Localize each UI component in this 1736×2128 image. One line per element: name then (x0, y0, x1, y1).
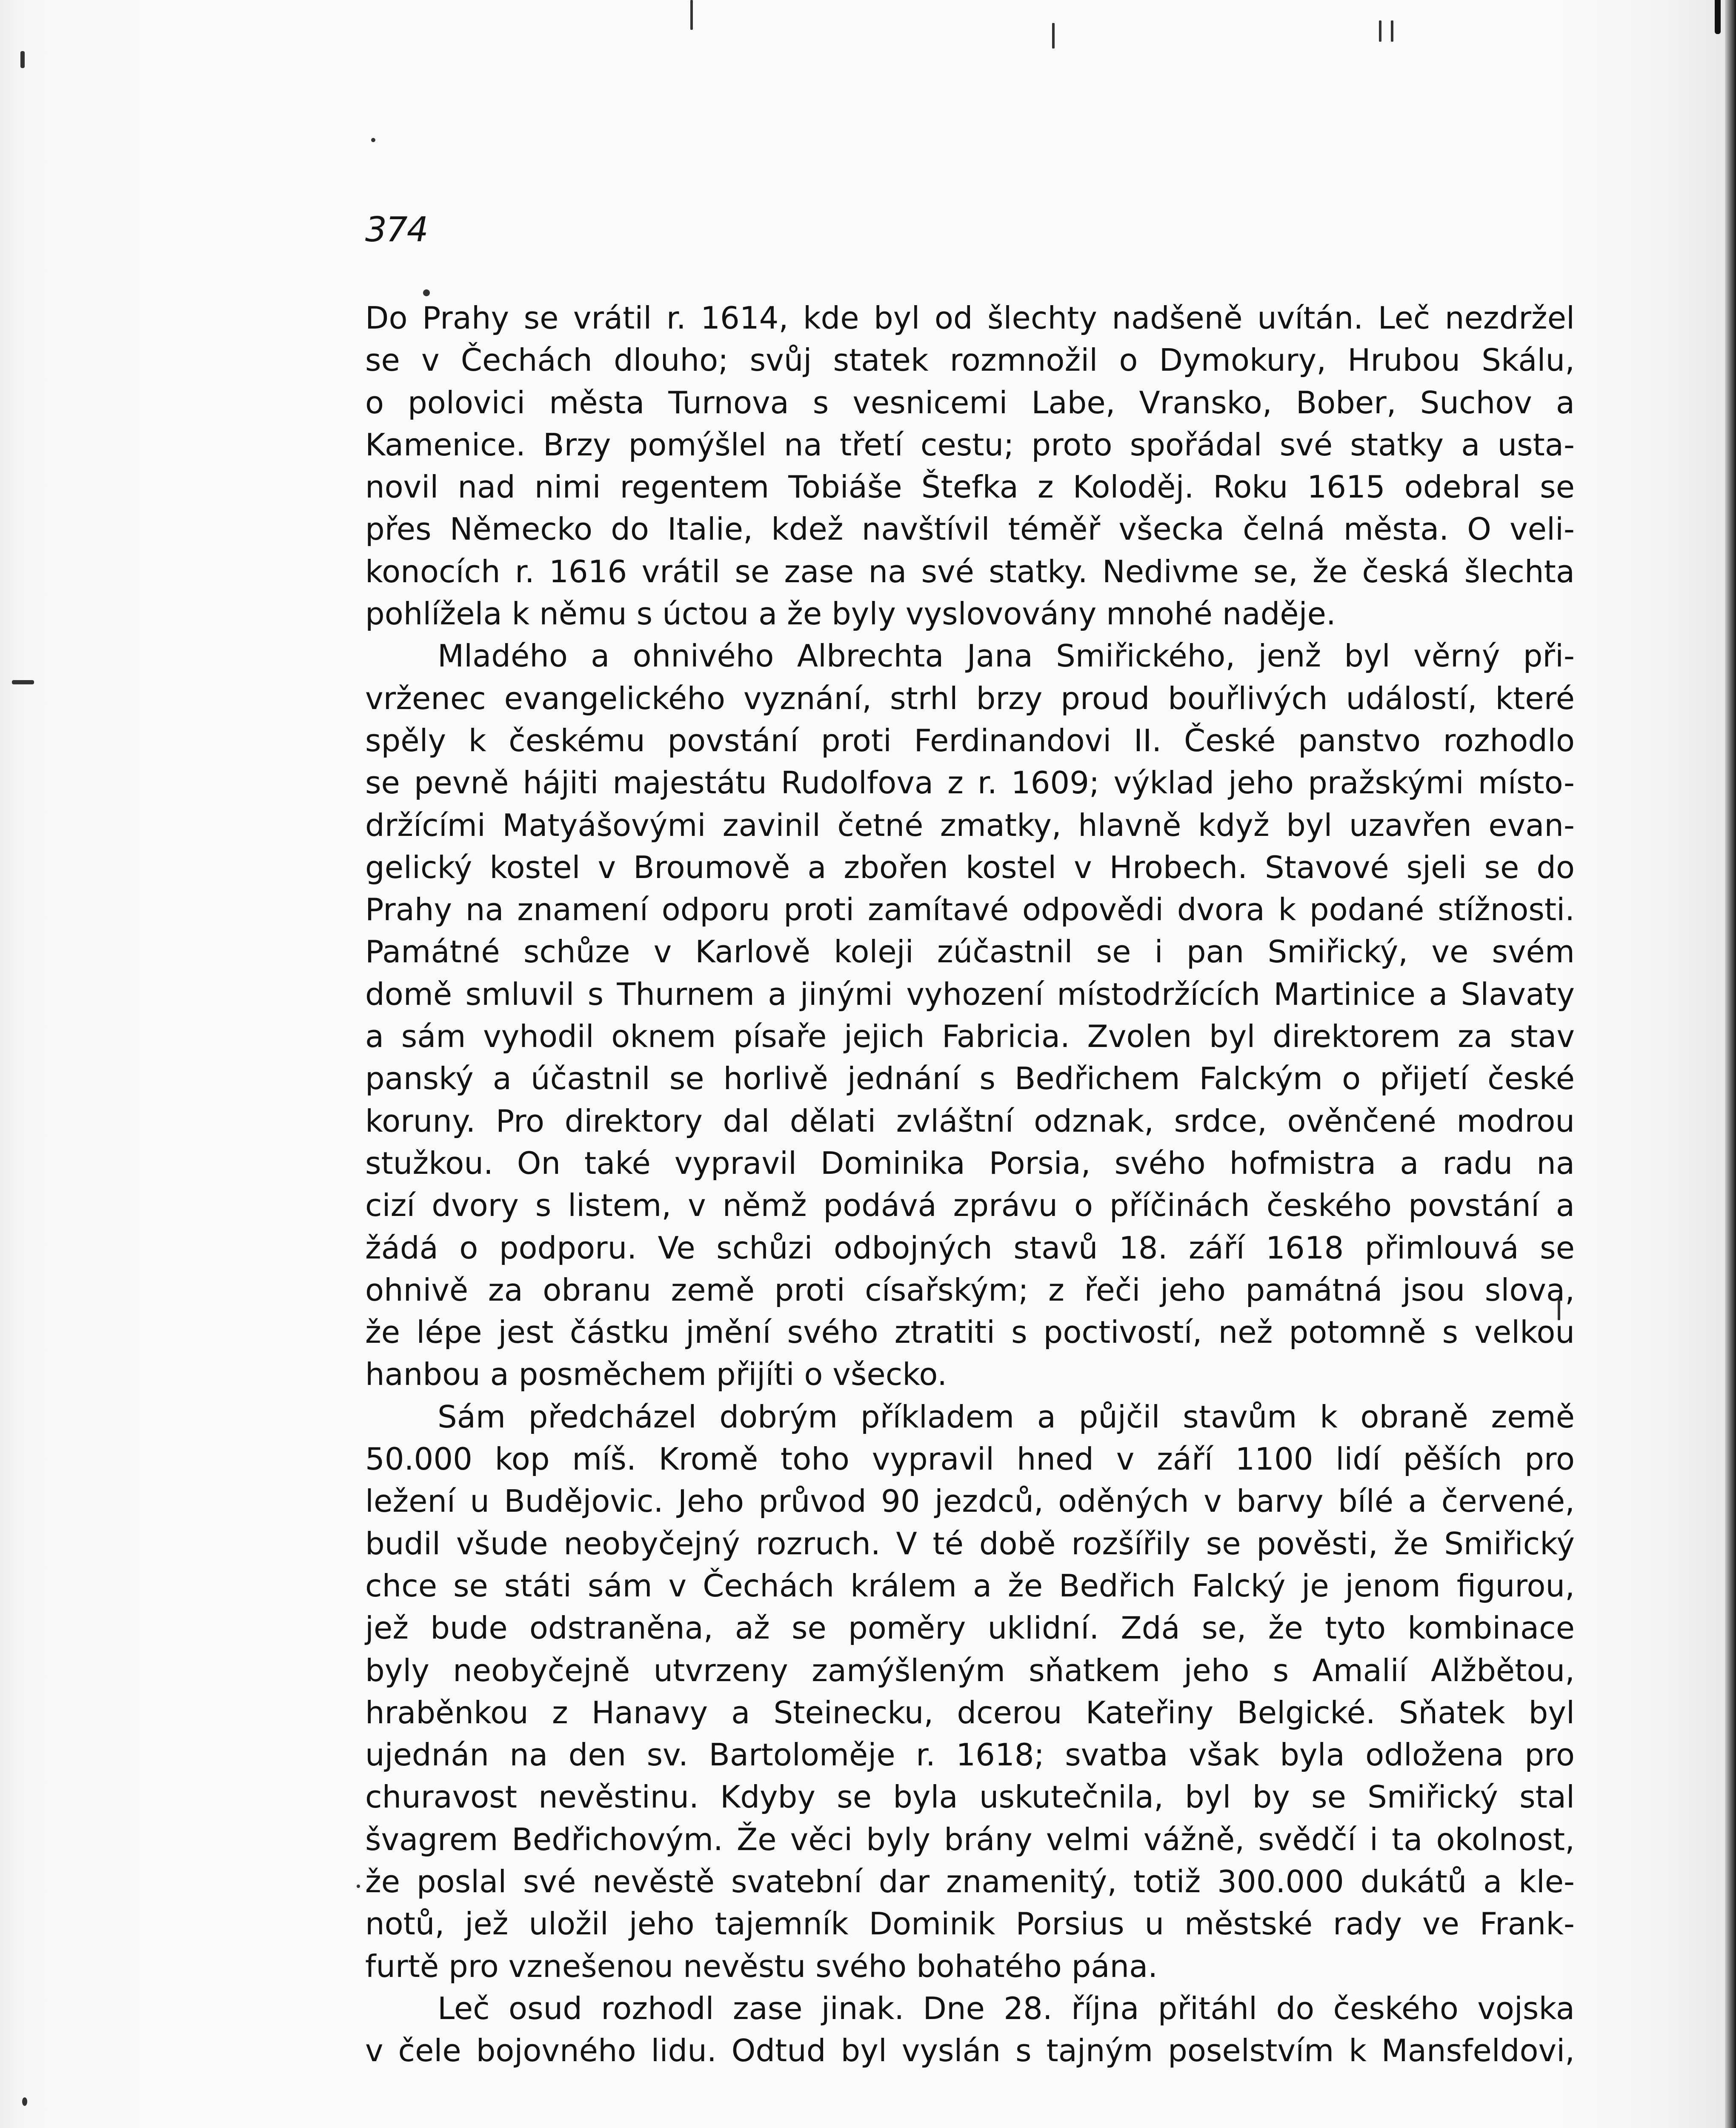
scan-speck (423, 289, 430, 296)
text-line: 50.000 kop míš. Kromě toho vypravil hned v září 1100 lidí pěších pro (365, 1441, 1575, 1477)
text-line (365, 1396, 1575, 1438)
page-edge-shadow (1725, 0, 1736, 2128)
text-line: furtě pro vznešenou nevěstu svého bohatého pána. (365, 1948, 1158, 1984)
text-line: vrženec evangelického vyznání, strhl brzy proud bouřlivých událostí, které (365, 680, 1575, 716)
scan-speck (22, 2097, 27, 2106)
text-line (365, 635, 1575, 677)
scan-speck (20, 51, 25, 68)
text-line: Prahy na znamení odporu proti zamítavé odpovědi dvora k podané stížnosti. (365, 892, 1575, 928)
text-line: jež bude odstraněna, až se poměry uklidní. Zdá se, že tyto kombinace (365, 1610, 1575, 1646)
scan-speck (12, 680, 34, 684)
scan-speck (1379, 20, 1381, 42)
text-line: gelický kostel v Broumově a zbořen kostel v Hrobech. Stavové sjeli se do (365, 849, 1575, 885)
text-line: hraběnkou z Hanavy a Steinecku, dcerou Kateřiny Belgické. Sňatek byl (365, 1694, 1575, 1730)
scan-speck (690, 0, 693, 30)
text-line: že lépe jest částku jmění svého ztratiti s poctivostí, než potomně s velkou (365, 1314, 1575, 1350)
text-line: přes Německo do Italie, kdež navštívil téměř všecka čelná města. O veli- (365, 511, 1575, 547)
text-line: o polovici města Turnova s vesnicemi Labe, Vransko, Bober, Suchov a (365, 384, 1575, 420)
text-line: novil nad nimi regentem Tobiáše Štefka z Koloděj. Roku 1615 odebral se (365, 469, 1575, 505)
scan-speck (371, 138, 375, 142)
text-line: konocích r. 1616 vrátil se zase na své statky. Nedivme se, že česká šlechta (365, 553, 1575, 589)
text-line: žádá o podporu. Ve schůzi odbojných stavů 18. září 1618 přimlouvá se (365, 1230, 1575, 1266)
text-line-content: Sám předcházel dobrým příkladem a půjčil stavům k obraně země (438, 1399, 1575, 1435)
text-line: notů, jež uložil jeho tajemník Dominik Porsius u městské rady ve Frank- (365, 1906, 1575, 1942)
text-line: spěly k českému povstání proti Ferdinandovi II. České panstvo rozhodlo (365, 722, 1575, 758)
text-line: ležení u Budějovic. Jeho průvod 90 jezdců, oděných v barvy bílé a červené, (365, 1483, 1575, 1519)
text-line: se v Čechách dlouho; svůj statek rozmnožil o Dymokury, Hrubou Skálu, (365, 342, 1575, 378)
text-line: ohnivě za obranu země proti císařským; z řeči jeho památná jsou slova, (365, 1272, 1575, 1308)
text-line: a sám vyhodil oknem písaře jejich Fabricia. Zvolen byl direktorem za stav (365, 1018, 1575, 1055)
text-line (365, 1988, 1575, 2030)
text-line-content: Leč osud rozhodl zase jinak. Dne 28. října přitáhl do českého vojska (438, 1990, 1575, 2026)
text-line: v čele bojovného lidu. Odtud byl vyslán s tajným poselstvím k Mansfeldovi, (365, 2033, 1575, 2069)
text-line: Kamenice. Brzy pomýšlel na třetí cestu; proto spořádal své statky a usta- (365, 426, 1575, 463)
text-line: chce se státi sám v Čechách králem a že Bedřich Falcký je jenom figurou, (365, 1567, 1575, 1604)
text-line: držícími Matyášovými zavinil četné zmatky, hlavně když byl uzavřen evan- (365, 807, 1575, 843)
text-line: hanbou a posměchem přijíti o všecko. (365, 1356, 947, 1393)
text-line: Památné schůze v Karlově koleji zúčastnil se i pan Smiřický, ve svém (365, 934, 1575, 970)
scan-speck (357, 1885, 360, 1888)
text-line: panský a účastnil se horlivě jednání s Bedřichem Falckým o přijetí české (365, 1061, 1575, 1097)
text-line: budil všude neobyčejný rozruch. V té době rozšířily se pověsti, že Smiřický (365, 1525, 1575, 1562)
text-line: ujednán na den sv. Bartoloměje r. 1618; svatba však byla odložena pro (365, 1737, 1575, 1773)
text-line: pohlížela k němu s úctou a že byly vyslovovány mnohé naděje. (365, 596, 1336, 632)
scan-edge-mark (1715, 0, 1721, 34)
text-line: koruny. Pro direktory dal dělati zvláštní odznak, srdce, ověnčené modrou (365, 1103, 1575, 1139)
text-line-content: Mladého a ohnivého Albrechta Jana Smiřického, jenž byl věrný při- (438, 638, 1575, 674)
scan-speck (1391, 20, 1393, 42)
text-line: stužkou. On také vypravil Dominika Porsia, svého hofmistra a radu na (365, 1145, 1575, 1181)
text-line: se pevně hájiti majestátu Rudolfova z r. 1609; výklad jeho pražskými místo- (365, 765, 1575, 801)
text-line: že poslal své nevěstě svatební dar znamenitý, totiž 300.000 dukátů a kle- (365, 1863, 1575, 1899)
text-line: Do Prahy se vrátil r. 1614, kde byl od šlechty nadšeně uvítán. Leč nezdržel (365, 300, 1575, 336)
text-line: byly neobyčejně utvrzeny zamýšleným sňatkem jeho s Amalií Alžbětou, (365, 1652, 1575, 1688)
text-line: švagrem Bedřichovým. Že věci byly brány velmi vážně, svědčí i ta okolnost, (365, 1821, 1575, 1857)
text-line: cizí dvory s listem, v němž podává zprávu o příčinách českého povstání a (365, 1187, 1575, 1224)
page-number: 374 (365, 210, 428, 249)
text-line: domě smluvil s Thurnem a jinými vyhození místodržících Martinice a Slavaty (365, 976, 1575, 1012)
scan-speck (1052, 23, 1055, 49)
body-text (365, 297, 1575, 2072)
text-line: churavost nevěstinu. Kdyby se byla uskutečnila, byl by se Smiřický stal (365, 1779, 1575, 1815)
